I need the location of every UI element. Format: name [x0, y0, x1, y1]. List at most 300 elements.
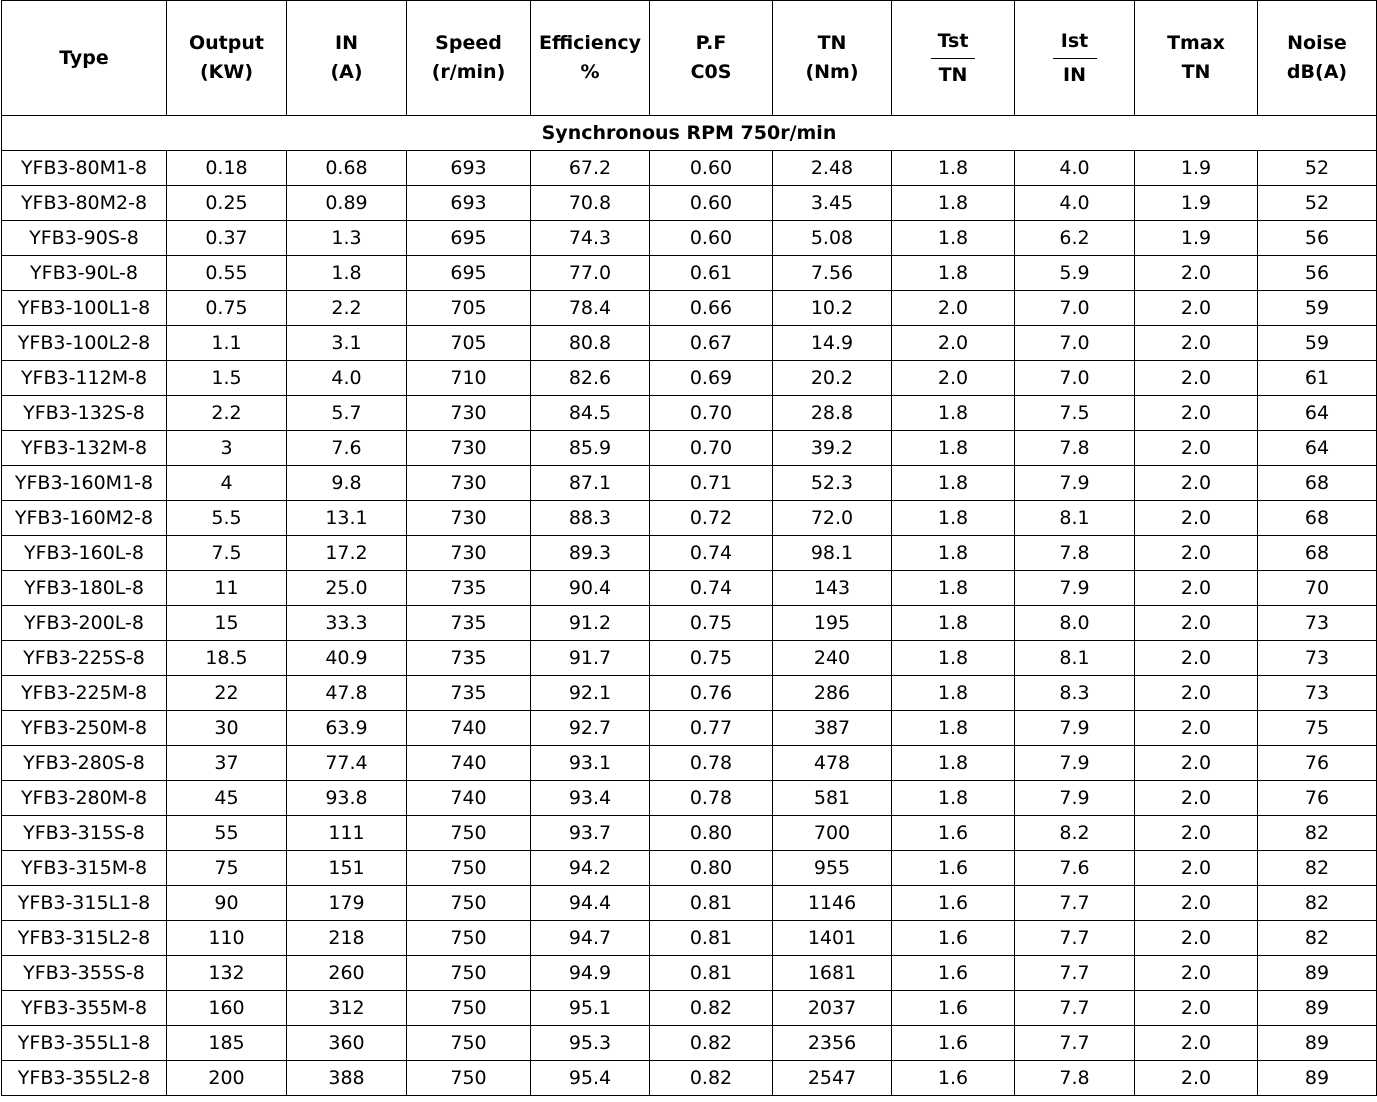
- cell-tmax-tn: 2.0: [1135, 956, 1258, 991]
- table-row: [2, 711, 1377, 746]
- cell-speed: 740: [407, 711, 531, 746]
- cell-in: 111: [287, 816, 407, 851]
- cell-power-factor: 0.67: [650, 326, 773, 361]
- cell-efficiency: 91.7: [531, 641, 650, 676]
- cell-tn: 700: [773, 816, 892, 851]
- table-row: [2, 186, 1377, 221]
- cell-in: 7.6: [287, 431, 407, 466]
- cell-efficiency: 88.3: [531, 501, 650, 536]
- cell-power-factor: 0.81: [650, 956, 773, 991]
- cell-power-factor: 0.75: [650, 606, 773, 641]
- cell-ist-in: 8.3: [1015, 676, 1135, 711]
- table-row: [2, 1061, 1377, 1096]
- cell-tn: 28.8: [773, 396, 892, 431]
- cell-tmax-tn: 2.0: [1135, 606, 1258, 641]
- cell-tmax-tn: 2.0: [1135, 921, 1258, 956]
- cell-in: 218: [287, 921, 407, 956]
- col-header-ist-in: Ist IN: [1015, 1, 1135, 116]
- cell-tst-tn: 1.8: [892, 431, 1015, 466]
- cell-efficiency: 95.1: [531, 991, 650, 1026]
- cell-tst-tn: 2.0: [892, 361, 1015, 396]
- cell-efficiency: 78.4: [531, 291, 650, 326]
- cell-noise: 76: [1258, 746, 1377, 781]
- table-row: [2, 256, 1377, 291]
- cell-type: YFB3-80M1-8: [2, 151, 167, 186]
- cell-tmax-tn: 2.0: [1135, 361, 1258, 396]
- cell-output: 55: [167, 816, 287, 851]
- table-row: [2, 501, 1377, 536]
- cell-efficiency: 94.4: [531, 886, 650, 921]
- cell-speed: 735: [407, 641, 531, 676]
- cell-power-factor: 0.82: [650, 991, 773, 1026]
- section-row: [2, 116, 1377, 151]
- cell-type: YFB3-225S-8: [2, 641, 167, 676]
- cell-output: 185: [167, 1026, 287, 1061]
- cell-in: 63.9: [287, 711, 407, 746]
- table-row: [2, 396, 1377, 431]
- cell-output: 2.2: [167, 396, 287, 431]
- cell-noise: 89: [1258, 1061, 1377, 1096]
- cell-tn: 1681: [773, 956, 892, 991]
- cell-ist-in: 7.7: [1015, 921, 1135, 956]
- cell-output: 18.5: [167, 641, 287, 676]
- cell-noise: 82: [1258, 921, 1377, 956]
- cell-ist-in: 4.0: [1015, 186, 1135, 221]
- cell-tn: 2.48: [773, 151, 892, 186]
- cell-speed: 750: [407, 851, 531, 886]
- cell-speed: 750: [407, 921, 531, 956]
- cell-tst-tn: 1.8: [892, 571, 1015, 606]
- cell-ist-in: 7.8: [1015, 1061, 1135, 1096]
- cell-noise: 82: [1258, 886, 1377, 921]
- cell-output: 0.25: [167, 186, 287, 221]
- cell-tn: 10.2: [773, 291, 892, 326]
- cell-efficiency: 93.1: [531, 746, 650, 781]
- table-row: [2, 921, 1377, 956]
- cell-tmax-tn: 2.0: [1135, 746, 1258, 781]
- cell-in: 1.8: [287, 256, 407, 291]
- cell-power-factor: 0.72: [650, 501, 773, 536]
- cell-efficiency: 70.8: [531, 186, 650, 221]
- table-row: [2, 431, 1377, 466]
- cell-output: 15: [167, 606, 287, 641]
- cell-in: 151: [287, 851, 407, 886]
- cell-efficiency: 91.2: [531, 606, 650, 641]
- cell-type: YFB3-355L1-8: [2, 1026, 167, 1061]
- cell-tst-tn: 1.8: [892, 221, 1015, 256]
- cell-noise: 52: [1258, 151, 1377, 186]
- cell-tst-tn: 1.8: [892, 536, 1015, 571]
- cell-noise: 59: [1258, 291, 1377, 326]
- cell-tst-tn: 1.8: [892, 606, 1015, 641]
- cell-type: YFB3-112M-8: [2, 361, 167, 396]
- cell-efficiency: 92.7: [531, 711, 650, 746]
- cell-type: YFB3-355S-8: [2, 956, 167, 991]
- table-header: [2, 1, 1377, 116]
- cell-efficiency: 94.7: [531, 921, 650, 956]
- cell-noise: 68: [1258, 466, 1377, 501]
- cell-efficiency: 74.3: [531, 221, 650, 256]
- cell-speed: 735: [407, 676, 531, 711]
- cell-output: 5.5: [167, 501, 287, 536]
- table-row: [2, 956, 1377, 991]
- cell-tmax-tn: 2.0: [1135, 396, 1258, 431]
- cell-noise: 73: [1258, 676, 1377, 711]
- table-row: [2, 676, 1377, 711]
- cell-tst-tn: 1.8: [892, 396, 1015, 431]
- cell-power-factor: 0.61: [650, 256, 773, 291]
- cell-noise: 82: [1258, 851, 1377, 886]
- cell-tmax-tn: 2.0: [1135, 571, 1258, 606]
- cell-tst-tn: 1.6: [892, 816, 1015, 851]
- cell-type: YFB3-132M-8: [2, 431, 167, 466]
- cell-output: 11: [167, 571, 287, 606]
- cell-efficiency: 82.6: [531, 361, 650, 396]
- cell-efficiency: 77.0: [531, 256, 650, 291]
- cell-tst-tn: 1.8: [892, 186, 1015, 221]
- cell-speed: 750: [407, 1026, 531, 1061]
- cell-output: 45: [167, 781, 287, 816]
- cell-tst-tn: 1.8: [892, 711, 1015, 746]
- table-row: [2, 886, 1377, 921]
- table-row: [2, 466, 1377, 501]
- col-header-noise: Noise dB(A): [1258, 1, 1377, 116]
- cell-tn: 39.2: [773, 431, 892, 466]
- cell-output: 0.75: [167, 291, 287, 326]
- cell-output: 3: [167, 431, 287, 466]
- cell-tn: 3.45: [773, 186, 892, 221]
- cell-tn: 72.0: [773, 501, 892, 536]
- cell-power-factor: 0.74: [650, 536, 773, 571]
- cell-efficiency: 94.2: [531, 851, 650, 886]
- cell-ist-in: 7.0: [1015, 291, 1135, 326]
- cell-in: 40.9: [287, 641, 407, 676]
- cell-output: 1.1: [167, 326, 287, 361]
- cell-in: 5.7: [287, 396, 407, 431]
- cell-tmax-tn: 2.0: [1135, 711, 1258, 746]
- col-header-speed: Speed (r/min): [407, 1, 531, 116]
- cell-in: 0.68: [287, 151, 407, 186]
- cell-tmax-tn: 2.0: [1135, 1026, 1258, 1061]
- cell-speed: 750: [407, 886, 531, 921]
- cell-type: YFB3-160L-8: [2, 536, 167, 571]
- cell-power-factor: 0.76: [650, 676, 773, 711]
- cell-output: 7.5: [167, 536, 287, 571]
- cell-ist-in: 7.9: [1015, 466, 1135, 501]
- cell-ist-in: 7.0: [1015, 326, 1135, 361]
- cell-in: 17.2: [287, 536, 407, 571]
- cell-output: 75: [167, 851, 287, 886]
- cell-type: YFB3-200L-8: [2, 606, 167, 641]
- cell-in: 47.8: [287, 676, 407, 711]
- cell-tst-tn: 1.8: [892, 641, 1015, 676]
- col-header-tst-tn: Tst TN: [892, 1, 1015, 116]
- cell-in: 179: [287, 886, 407, 921]
- cell-tn: 20.2: [773, 361, 892, 396]
- cell-in: 260: [287, 956, 407, 991]
- cell-tmax-tn: 2.0: [1135, 781, 1258, 816]
- cell-power-factor: 0.70: [650, 431, 773, 466]
- cell-ist-in: 7.7: [1015, 1026, 1135, 1061]
- cell-tmax-tn: 2.0: [1135, 676, 1258, 711]
- cell-speed: 750: [407, 1061, 531, 1096]
- cell-in: 33.3: [287, 606, 407, 641]
- table-body: [2, 151, 1377, 1096]
- cell-power-factor: 0.78: [650, 781, 773, 816]
- cell-tn: 2356: [773, 1026, 892, 1061]
- cell-tn: 2037: [773, 991, 892, 1026]
- cell-type: YFB3-250M-8: [2, 711, 167, 746]
- cell-ist-in: 7.9: [1015, 711, 1135, 746]
- cell-output: 0.18: [167, 151, 287, 186]
- table-row: [2, 1026, 1377, 1061]
- cell-ist-in: 7.9: [1015, 781, 1135, 816]
- fraction-line: [1053, 58, 1097, 59]
- cell-output: 110: [167, 921, 287, 956]
- cell-ist-in: 7.9: [1015, 571, 1135, 606]
- cell-in: 0.89: [287, 186, 407, 221]
- cell-power-factor: 0.82: [650, 1026, 773, 1061]
- cell-in: 25.0: [287, 571, 407, 606]
- cell-tst-tn: 1.8: [892, 256, 1015, 291]
- cell-tst-tn: 1.8: [892, 781, 1015, 816]
- cell-efficiency: 95.4: [531, 1061, 650, 1096]
- table-row: [2, 641, 1377, 676]
- cell-noise: 56: [1258, 256, 1377, 291]
- table-row: [2, 851, 1377, 886]
- cell-in: 77.4: [287, 746, 407, 781]
- cell-efficiency: 90.4: [531, 571, 650, 606]
- cell-noise: 73: [1258, 641, 1377, 676]
- cell-speed: 735: [407, 571, 531, 606]
- cell-noise: 76: [1258, 781, 1377, 816]
- cell-noise: 73: [1258, 606, 1377, 641]
- cell-type: YFB3-90S-8: [2, 221, 167, 256]
- cell-type: YFB3-280S-8: [2, 746, 167, 781]
- table-row: [2, 816, 1377, 851]
- cell-noise: 68: [1258, 501, 1377, 536]
- cell-tn: 478: [773, 746, 892, 781]
- cell-noise: 89: [1258, 991, 1377, 1026]
- col-header-power-factor: P.F C0S: [650, 1, 773, 116]
- cell-tn: 195: [773, 606, 892, 641]
- cell-tn: 143: [773, 571, 892, 606]
- cell-output: 200: [167, 1061, 287, 1096]
- cell-power-factor: 0.66: [650, 291, 773, 326]
- table-row: [2, 781, 1377, 816]
- table-row: [2, 326, 1377, 361]
- cell-type: YFB3-280M-8: [2, 781, 167, 816]
- cell-speed: 740: [407, 781, 531, 816]
- cell-speed: 730: [407, 431, 531, 466]
- cell-output: 37: [167, 746, 287, 781]
- cell-power-factor: 0.69: [650, 361, 773, 396]
- cell-tmax-tn: 2.0: [1135, 816, 1258, 851]
- cell-ist-in: 7.9: [1015, 746, 1135, 781]
- cell-tn: 1401: [773, 921, 892, 956]
- cell-ist-in: 7.0: [1015, 361, 1135, 396]
- cell-type: YFB3-100L2-8: [2, 326, 167, 361]
- table-row: [2, 606, 1377, 641]
- cell-tst-tn: 1.8: [892, 151, 1015, 186]
- cell-type: YFB3-100L1-8: [2, 291, 167, 326]
- cell-speed: 730: [407, 536, 531, 571]
- cell-power-factor: 0.60: [650, 151, 773, 186]
- col-header-output: Output (KW): [167, 1, 287, 116]
- cell-noise: 75: [1258, 711, 1377, 746]
- cell-ist-in: 5.9: [1015, 256, 1135, 291]
- section-title: Synchronous RPM 750r/min: [2, 116, 1377, 151]
- cell-ist-in: 7.7: [1015, 956, 1135, 991]
- cell-tst-tn: 1.6: [892, 851, 1015, 886]
- cell-power-factor: 0.81: [650, 886, 773, 921]
- cell-tst-tn: 1.8: [892, 501, 1015, 536]
- cell-output: 160: [167, 991, 287, 1026]
- cell-speed: 705: [407, 326, 531, 361]
- cell-power-factor: 0.74: [650, 571, 773, 606]
- cell-tmax-tn: 2.0: [1135, 291, 1258, 326]
- cell-output: 30: [167, 711, 287, 746]
- cell-tst-tn: 1.6: [892, 921, 1015, 956]
- cell-tst-tn: 1.6: [892, 886, 1015, 921]
- cell-speed: 693: [407, 151, 531, 186]
- cell-tst-tn: 1.8: [892, 676, 1015, 711]
- cell-tmax-tn: 2.0: [1135, 886, 1258, 921]
- cell-ist-in: 4.0: [1015, 151, 1135, 186]
- cell-speed: 750: [407, 956, 531, 991]
- cell-speed: 695: [407, 221, 531, 256]
- cell-tn: 387: [773, 711, 892, 746]
- cell-speed: 735: [407, 606, 531, 641]
- cell-tmax-tn: 1.9: [1135, 186, 1258, 221]
- cell-power-factor: 0.60: [650, 221, 773, 256]
- cell-speed: 695: [407, 256, 531, 291]
- cell-tn: 955: [773, 851, 892, 886]
- cell-power-factor: 0.80: [650, 816, 773, 851]
- cell-ist-in: 8.0: [1015, 606, 1135, 641]
- cell-efficiency: 92.1: [531, 676, 650, 711]
- cell-in: 388: [287, 1061, 407, 1096]
- cell-ist-in: 7.8: [1015, 431, 1135, 466]
- cell-noise: 68: [1258, 536, 1377, 571]
- cell-ist-in: 7.8: [1015, 536, 1135, 571]
- motor-spec-table: [1, 0, 1377, 1096]
- cell-power-factor: 0.75: [650, 641, 773, 676]
- cell-tmax-tn: 2.0: [1135, 851, 1258, 886]
- cell-tst-tn: 1.6: [892, 991, 1015, 1026]
- cell-tmax-tn: 2.0: [1135, 431, 1258, 466]
- cell-tst-tn: 1.6: [892, 1061, 1015, 1096]
- cell-tn: 14.9: [773, 326, 892, 361]
- col-header-efficiency: Efficiency %: [531, 1, 650, 116]
- table-row: [2, 361, 1377, 396]
- cell-efficiency: 84.5: [531, 396, 650, 431]
- cell-speed: 705: [407, 291, 531, 326]
- cell-tmax-tn: 2.0: [1135, 536, 1258, 571]
- cell-type: YFB3-90L-8: [2, 256, 167, 291]
- cell-output: 0.37: [167, 221, 287, 256]
- cell-in: 13.1: [287, 501, 407, 536]
- col-header-tmax-tn: Tmax TN: [1135, 1, 1258, 116]
- cell-tst-tn: 2.0: [892, 326, 1015, 361]
- cell-tn: 286: [773, 676, 892, 711]
- cell-noise: 64: [1258, 396, 1377, 431]
- cell-noise: 70: [1258, 571, 1377, 606]
- cell-output: 22: [167, 676, 287, 711]
- cell-tst-tn: 1.6: [892, 1026, 1015, 1061]
- cell-output: 0.55: [167, 256, 287, 291]
- cell-tmax-tn: 1.9: [1135, 151, 1258, 186]
- cell-in: 360: [287, 1026, 407, 1061]
- cell-power-factor: 0.77: [650, 711, 773, 746]
- cell-ist-in: 8.1: [1015, 641, 1135, 676]
- col-header-type: Type: [2, 1, 167, 116]
- cell-type: YFB3-225M-8: [2, 676, 167, 711]
- cell-tst-tn: 1.8: [892, 746, 1015, 781]
- cell-tmax-tn: 2.0: [1135, 256, 1258, 291]
- cell-type: YFB3-160M1-8: [2, 466, 167, 501]
- cell-in: 9.8: [287, 466, 407, 501]
- cell-efficiency: 89.3: [531, 536, 650, 571]
- table-row: [2, 221, 1377, 256]
- cell-efficiency: 95.3: [531, 1026, 650, 1061]
- table-row: [2, 746, 1377, 781]
- cell-tn: 240: [773, 641, 892, 676]
- cell-speed: 710: [407, 361, 531, 396]
- cell-in: 312: [287, 991, 407, 1026]
- cell-efficiency: 94.9: [531, 956, 650, 991]
- cell-power-factor: 0.71: [650, 466, 773, 501]
- cell-efficiency: 87.1: [531, 466, 650, 501]
- cell-tmax-tn: 2.0: [1135, 466, 1258, 501]
- cell-efficiency: 93.7: [531, 816, 650, 851]
- cell-tn: 98.1: [773, 536, 892, 571]
- cell-tmax-tn: 2.0: [1135, 641, 1258, 676]
- table-row: [2, 991, 1377, 1026]
- cell-speed: 740: [407, 746, 531, 781]
- cell-type: YFB3-315L2-8: [2, 921, 167, 956]
- cell-ist-in: 7.7: [1015, 886, 1135, 921]
- cell-noise: 89: [1258, 956, 1377, 991]
- cell-power-factor: 0.80: [650, 851, 773, 886]
- cell-noise: 52: [1258, 186, 1377, 221]
- cell-in: 93.8: [287, 781, 407, 816]
- cell-noise: 56: [1258, 221, 1377, 256]
- cell-tn: 1146: [773, 886, 892, 921]
- cell-tn: 5.08: [773, 221, 892, 256]
- cell-type: YFB3-160M2-8: [2, 501, 167, 536]
- cell-type: YFB3-180L-8: [2, 571, 167, 606]
- cell-tst-tn: 2.0: [892, 291, 1015, 326]
- cell-tn: 2547: [773, 1061, 892, 1096]
- cell-noise: 64: [1258, 431, 1377, 466]
- cell-type: YFB3-315M-8: [2, 851, 167, 886]
- cell-tmax-tn: 2.0: [1135, 991, 1258, 1026]
- cell-efficiency: 85.9: [531, 431, 650, 466]
- cell-speed: 693: [407, 186, 531, 221]
- cell-ist-in: 7.5: [1015, 396, 1135, 431]
- cell-tst-tn: 1.6: [892, 956, 1015, 991]
- cell-tmax-tn: 1.9: [1135, 221, 1258, 256]
- cell-speed: 730: [407, 466, 531, 501]
- cell-type: YFB3-355M-8: [2, 991, 167, 1026]
- cell-speed: 750: [407, 816, 531, 851]
- cell-power-factor: 0.70: [650, 396, 773, 431]
- cell-in: 3.1: [287, 326, 407, 361]
- cell-ist-in: 7.7: [1015, 991, 1135, 1026]
- col-header-in: IN (A): [287, 1, 407, 116]
- cell-type: YFB3-132S-8: [2, 396, 167, 431]
